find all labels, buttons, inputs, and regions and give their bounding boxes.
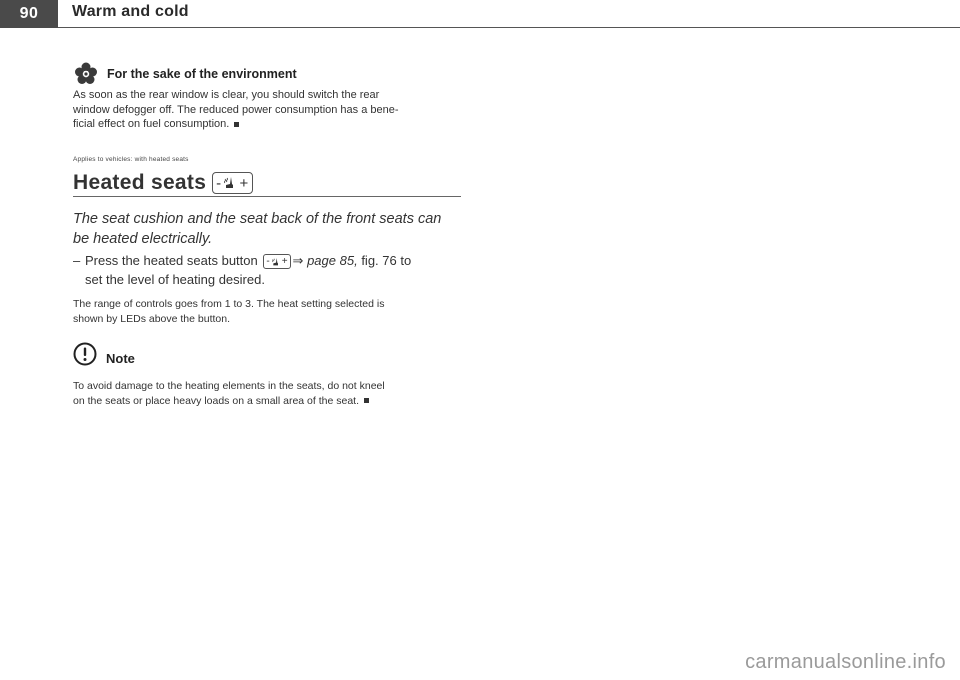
page-number: 90 [0,0,58,28]
lead-paragraph: The seat cushion and the seat back of the front seats can be heated electrically. [73,211,442,247]
chapter-title: Warm and cold [72,3,189,20]
environment-title: For the sake of the environment [107,67,297,81]
environment-line: As soon as the rear window is clear, you should switch the rear [73,89,380,101]
section-title [73,171,253,195]
end-mark [364,398,369,403]
heated-seat-key: - + [212,172,252,194]
heated-seat-icon [224,176,236,190]
header-divider [58,27,960,28]
watermark: carmanualsonline.info [745,651,946,673]
heated-seat-key-inline: - + [263,254,290,269]
environment-body [73,88,468,132]
page-reference[interactable]: page 85, [307,253,358,268]
section-divider [73,196,461,197]
flower-icon [73,61,99,87]
end-mark [234,122,239,127]
instruction-step: – Press the heated seats button - + ⇒ page 85, fig. 76 to set the level of heating desired. [73,253,412,287]
section-title-text: Heated seats [73,171,207,194]
range-paragraph: The range of controls goes from 1 to 3. The heat setting selected is shown by LEDs above the button. [73,298,385,325]
applies-to-label: Applies to vehicles: with heated seats [73,156,189,163]
warning-circle-icon [73,342,97,366]
environment-heading [73,61,297,87]
note-body: To avoid damage to the heating elements in the seats, do not kneel on the seats or place heavy loads on a small area of the seat. [73,380,385,407]
environment-line: ficial effect on fuel consumption. [73,117,468,132]
environment-line: window defogger off. The reduced power consumption has a bene- [73,103,399,116]
heated-seat-icon [272,257,280,267]
note-title: Note [106,351,135,366]
note-heading [73,342,135,366]
